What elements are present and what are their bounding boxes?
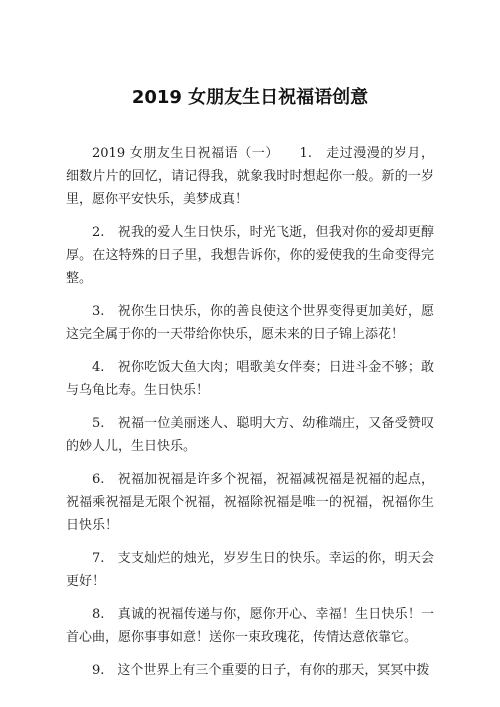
document-title: 2019 女朋友生日祝福语创意 bbox=[131, 87, 369, 108]
paragraph-7: 7. 支支灿烂的烛光，岁岁生日的快乐。幸运的你，明天会更好！ bbox=[66, 551, 434, 589]
paragraph-1: 2019 女朋友生日祝福语（一） 1. 走过漫漫的岁月，细数片片的回忆，请记得我，就象我时时想起你一般。新的一岁里，愿你平安快乐，美梦成真！ bbox=[66, 146, 434, 207]
paragraph-8: 8. 真诚的祝福传递与你，愿你开心、幸福！生日快乐！一首心曲，愿你事事如意！送你一束玫瑰花，传情达意依靠它。 bbox=[66, 607, 434, 645]
paragraph-3: 3. 祝你生日快乐，你的善良使这个世界变得更加美好，愿这完全属于你的一天带给你快乐，愿未来的日子锦上添花！ bbox=[66, 304, 434, 342]
document-body bbox=[66, 142, 434, 692]
paragraph-5: 5. 祝福一位美丽迷人、聪明大方、幼稚端庄，又备受赞叹的妙人儿，生日快乐。 bbox=[66, 416, 434, 454]
paragraph-2: 2. 祝我的爱人生日快乐，时光飞逝，但我对你的爱却更醇厚。在这特殊的日子里，我想告诉你，你的爱使我的生命变得完整。 bbox=[66, 225, 434, 286]
paragraph-4: 4. 祝你吃饭大鱼大肉；唱歌美女伴奏；日进斗金不够；敢与乌龟比寿。生日快乐！ bbox=[66, 360, 434, 398]
paragraph-9: 9. 这个世界上有三个重要的日子，有你的那天，冥冥中拨 bbox=[92, 663, 430, 678]
paragraph-6: 6. 祝福加祝福是许多个祝福，祝福减祝福是祝福的起点，祝福乘祝福是无限个祝福，祝福除祝福是唯一的祝福，祝福你生日快乐！ bbox=[66, 472, 434, 533]
